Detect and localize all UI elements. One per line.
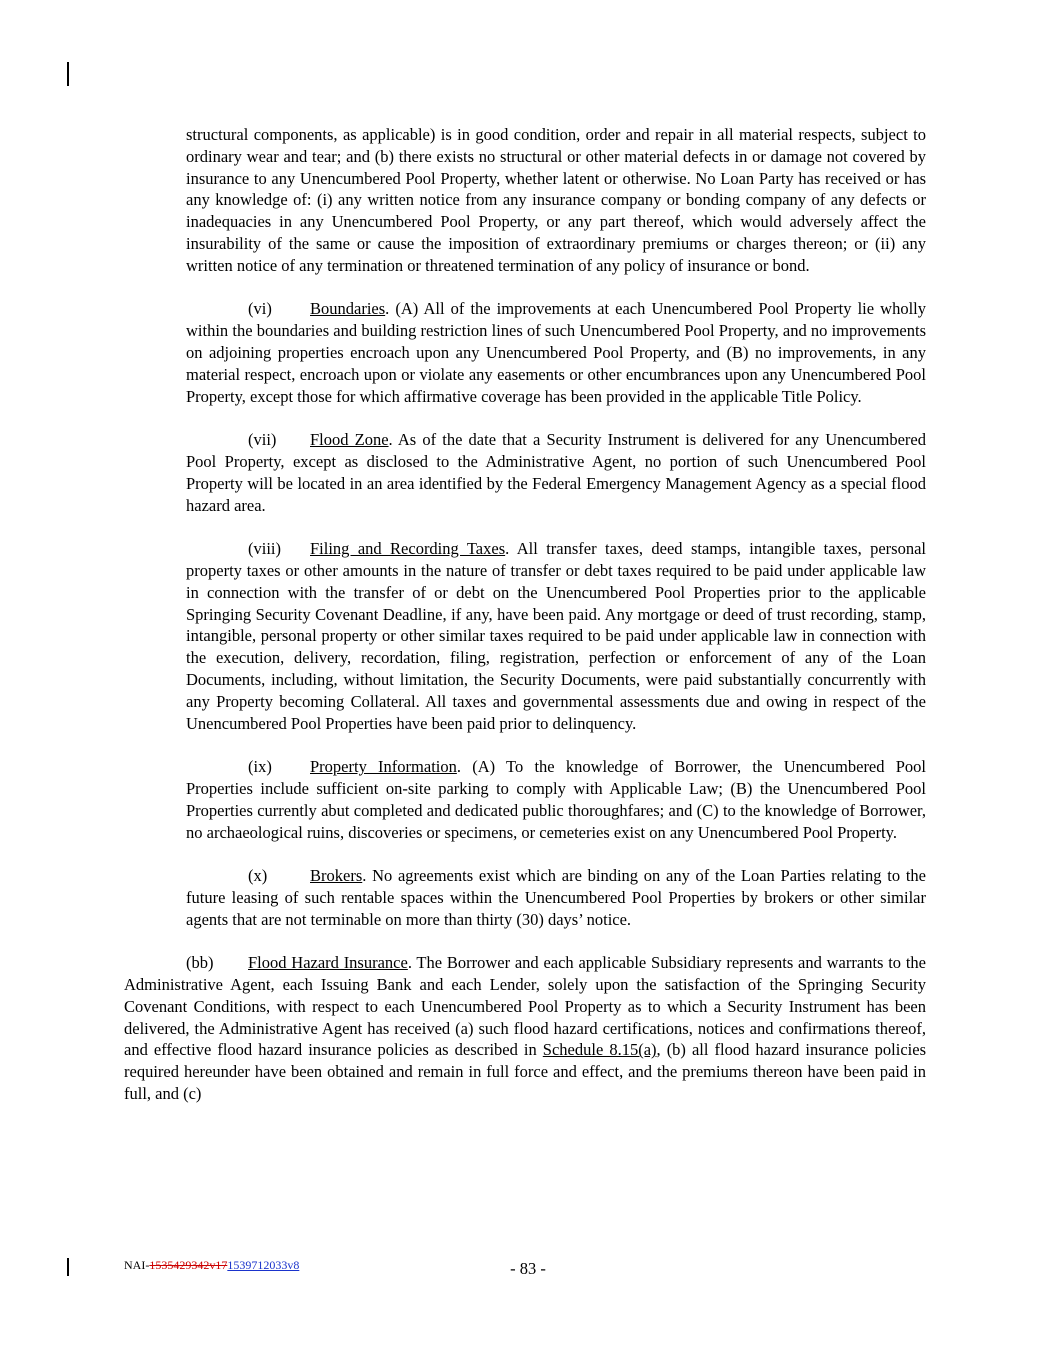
change-bar-bottom	[67, 1258, 69, 1276]
paragraph-ix	[124, 756, 926, 843]
clause-heading: Property Information	[310, 757, 457, 777]
change-bar-top	[67, 62, 69, 86]
clause-heading: Boundaries	[310, 299, 386, 319]
document-id-inserted: 1539712033v8	[227, 1258, 300, 1272]
paragraph-viii	[124, 538, 926, 734]
paragraph-x	[124, 865, 926, 930]
section-text-b: , (b) all flood hazard insurance policies required hereunder have been obtained and remain in full force and effect, and the premiums thereon have been paid in full, and (c)	[124, 1040, 926, 1104]
schedule-reference: Schedule 8.15(a)	[542, 1040, 657, 1060]
clause-heading: Flood Zone	[310, 430, 389, 450]
clause-number: (vi)	[248, 299, 272, 319]
clause-text: . (A) All of the improvements at each Unencumbered Pool Property lie wholly within the boundaries and building restriction lines of such Unencumbered Pool Property, and no improvements on adjoining properties encroach upon any Unencumbered Pool Property, and (B) no improvements, in any material respect, encroach upon or violate any easements or other encumbrances upon any Unencumbered Pool Property, except those for which affirmative coverage has been provided in the applicable Title Policy.	[186, 299, 926, 406]
paragraph-continuation: structural components, as applicable) is in good condition, order and repair in all material respects, subject to ordinary wear and tear; and (b) there exists no structural or other material defects in or damage not covered by insurance to any Unencumbered Pool Property, whether latent or otherwise. No Loan Party has received or has any knowledge of: (i) any written notice from any insurance company or bonding company of any defects or inadequacies in any Unencumbered Pool Property, or any part thereof, which would adversely affect the insurability of the same or cause the imposition of extraordinary premiums or charges thereon; or (ii) any written notice of any termination or threatened termination of any policy of insurance or bond.	[186, 125, 926, 275]
paragraph-bb	[124, 952, 926, 1105]
clause-number: (vii)	[248, 430, 277, 450]
section-number: (bb)	[186, 953, 214, 973]
section-text-a: . The Borrower and each applicable Subsidiary represents and warrants to the Administrative Agent, each Issuing Bank and each Lender, solely upon the satisfaction of the Springing Security Covenant Conditions, with respect to each Unencumbered Pool Property as to which a Security Instrument has been delivered, the Administrative Agent has received (a) such flood hazard certifications, notices and confirmations thereof, and effective flood hazard insurance policies as described in	[124, 953, 926, 1060]
document-id-prefix: NAI-	[124, 1258, 150, 1272]
clause-number: (ix)	[248, 757, 272, 777]
clause-text: . No agreements exist which are binding on any of the Loan Parties relating to the future leasing of such rentable spaces within the Unencumbered Pool Properties by brokers or other similar agents that are not terminable on more than thirty (30) days’ notice.	[186, 866, 926, 929]
clause-text: . (A) To the knowledge of Borrower, the Unencumbered Pool Properties include sufficient on-site parking to comply with Applicable Law; (B) the Unencumbered Pool Properties currently abut completed and dedicated public thoroughfares; and (C) to the knowledge of Borrower, no archaeological ruins, discoveries or specimens, or cemeteries exist on any Unencumbered Pool Property.	[186, 757, 926, 842]
clause-number: (viii)	[248, 539, 281, 559]
clause-heading: Brokers	[310, 866, 363, 886]
paragraph-vii	[124, 429, 926, 516]
page-number: - 83 -	[510, 1259, 546, 1278]
clause-text: . As of the date that a Security Instrument is delivered for any Unencumbered Pool Property, except as disclosed to the Administrative Agent, no portion of such Unencumbered Pool Property will be located in an area identified by the Federal Emergency Management Agency as a special flood hazard area.	[186, 430, 926, 515]
clause-text: . All transfer taxes, deed stamps, intangible taxes, personal property taxes or other amounts in the nature of transfer or debt taxes required to be paid under applicable law in connection with the transfer of or debt on the Unencumbered Pool Properties prior to the applicable Springing Security Covenant Deadline, if any, have been paid. Any mortgage or deed of trust recording, stamp, intangible, personal property or other similar taxes required to be paid under applicable law in connection with the execution, delivery, recordation, filing, registration, perfection or enforcement of any of the Loan Documents, including, without limitation, the Security Documents, were paid substantially concurrently with any Property becoming Collateral. All taxes and governmental assessments due and owing in respect of the Unencumbered Pool Properties have been paid prior to delinquency.	[186, 539, 926, 733]
document-body	[124, 124, 926, 1127]
document-id-deleted: 1535429342v17	[149, 1258, 228, 1272]
clause-heading: Filing and Recording Taxes	[310, 539, 506, 559]
clause-number: (x)	[248, 866, 268, 886]
paragraph-vi	[124, 298, 926, 407]
section-heading: Flood Hazard Insurance	[248, 953, 408, 973]
document-id	[124, 1258, 299, 1273]
